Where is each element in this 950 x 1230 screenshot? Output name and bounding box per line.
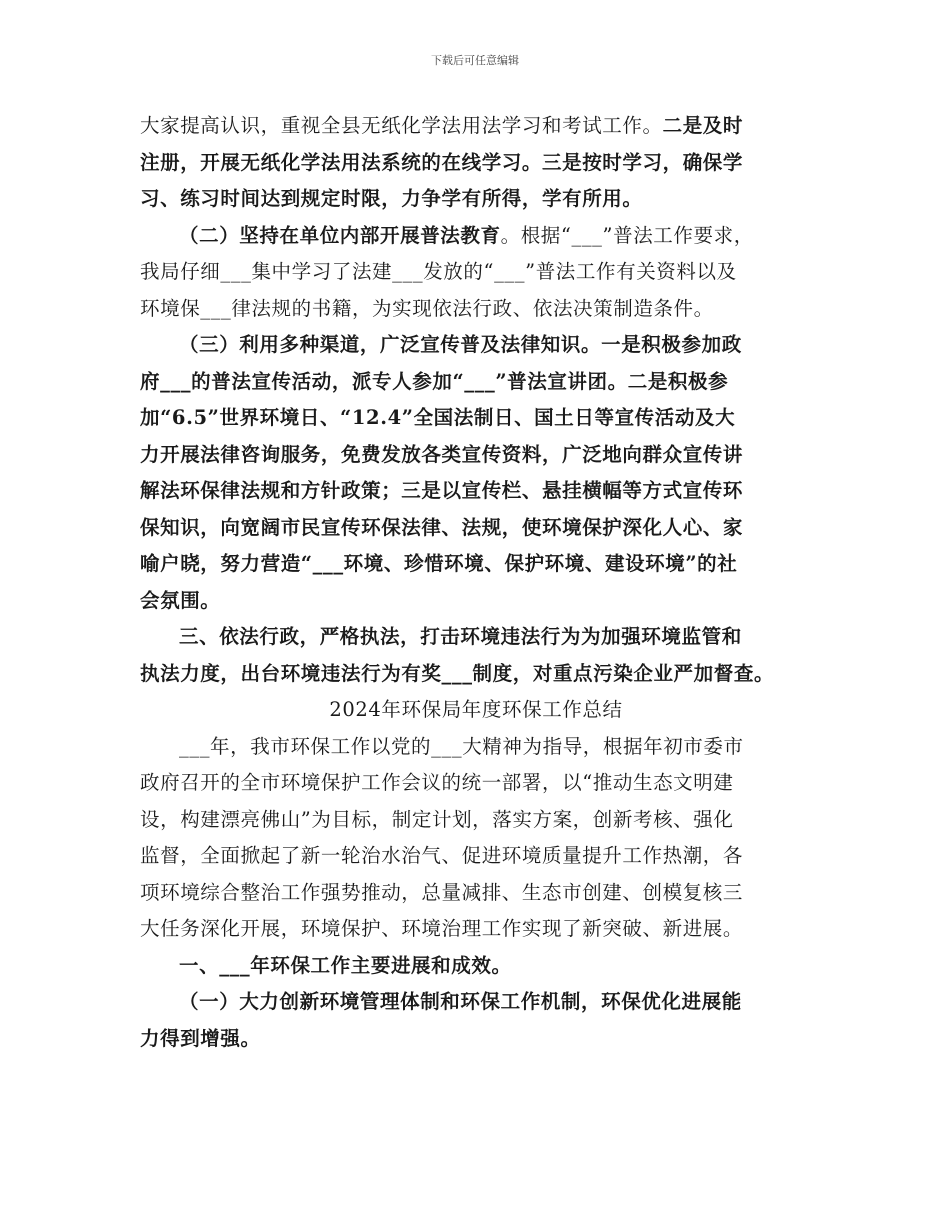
text-line (140, 327, 812, 364)
text-segment: （一）大力创新环境管理体制和环保工作机制，环保优化进展能 (179, 990, 742, 1013)
text-segment: 三、依法行政，严格执法，打击环境违法行为为加强环境监管和 (179, 625, 742, 648)
text-segment: 设，构建漂亮佛山”为目标，制定计划，落实方案，创新考核、强化 (140, 807, 734, 831)
text-line (140, 510, 812, 547)
text-segment: 二是及时 (662, 114, 744, 137)
text-line (140, 546, 812, 583)
text-segment: 政府召开的全市环境保护工作会议的统一部署，以“推动生态文明建 (140, 771, 734, 794)
text-segment: 力开展法律咨询服务，免费发放各类宣传资料，广泛地向群众宣传讲 (140, 442, 744, 466)
text-line (140, 364, 812, 401)
text-line (140, 437, 812, 474)
text-line (140, 400, 812, 437)
text-line (140, 911, 812, 948)
text-line (140, 729, 812, 766)
text-segment: 注册，开展无纸化学法用法系统的在线学习。三是按时学习，确保学 (140, 150, 744, 174)
text-line (140, 108, 812, 145)
text-segment: 执法力度，出台环境违法行为有奖___制度，对重点污染企业严加督查。 (140, 661, 775, 685)
text-line (140, 619, 812, 656)
text-segment: （二）坚持在单位内部开展普法教育 (179, 223, 501, 247)
text-line (140, 802, 812, 839)
text-segment: 环境保___律法规的书籍，为实现依法行政、依法决策制造条件。 (140, 296, 714, 320)
text-line (140, 875, 812, 912)
section-title (140, 692, 812, 729)
text-line (140, 145, 812, 182)
text-segment: 我局仔细___集中学习了法建___发放的“___”普法工作有关资料以及 (140, 260, 737, 283)
text-line (140, 218, 812, 255)
text-line (140, 656, 812, 693)
text-line (140, 1021, 812, 1058)
text-segment: 力得到增强。 (140, 1026, 261, 1050)
text-segment: 项环境综合整治工作强势推动，总量减排、生态市创建、创模复核三 (140, 880, 744, 904)
text-segment: 加“6.5”世界环境日、“12.4”全国法制日、国土日等宣传活动及大 (140, 406, 736, 429)
text-line (140, 984, 812, 1021)
text-segment: ___年，我市环保工作以党的___大精神为指导，根据年初市委市 (179, 734, 744, 758)
text-segment: 大任务深化开展，环境保护、环境治理工作实现了新突破、新进展。 (140, 917, 744, 940)
document-body (140, 108, 812, 1057)
text-segment: 。根据“___”普法工作要求， (500, 223, 754, 247)
text-line (140, 948, 812, 985)
text-segment: 喻户晓，努力营造“___环境、珍惜环境、保护环境、建设环境”的社 (140, 552, 738, 575)
text-line (140, 181, 812, 218)
text-segment: （三）利用多种渠道，广泛宣传普及法律知识。一是积极参加政 (179, 333, 742, 356)
text-line (140, 838, 812, 875)
text-line (140, 765, 812, 802)
text-segment: 会氛围。 (140, 588, 221, 612)
text-segment: 大家提高认识，重视全县无纸化学法用法学习和考试工作。 (140, 114, 663, 137)
text-segment: 解法环保律法规和方针政策；三是以宣传栏、悬挂横幅等方式宣传环 (140, 479, 744, 502)
page-header: 下载后可任意编辑 (431, 54, 519, 67)
text-segment: 府___的普法宣传活动，派专人参加“___”普法宣讲团。二是积极参 (140, 369, 729, 393)
text-line (140, 254, 812, 291)
text-segment: 一、___年环保工作主要进展和成效。 (179, 953, 512, 977)
text-line (140, 473, 812, 510)
text-line (140, 583, 812, 620)
text-segment: 2024年环保局年度环保工作总结 (329, 698, 623, 721)
text-segment: 保知识，向宽阔市民宣传环保法律、法规，使环境保护深化人心、家 (140, 515, 744, 539)
text-segment: 习、练习时间达到规定时限，力争学有所得，学有所用。 (140, 187, 643, 210)
text-segment: 监督，全面掀起了新一轮治水治气、促进环境质量提升工作热潮，各 (140, 844, 744, 867)
text-line (140, 291, 812, 328)
